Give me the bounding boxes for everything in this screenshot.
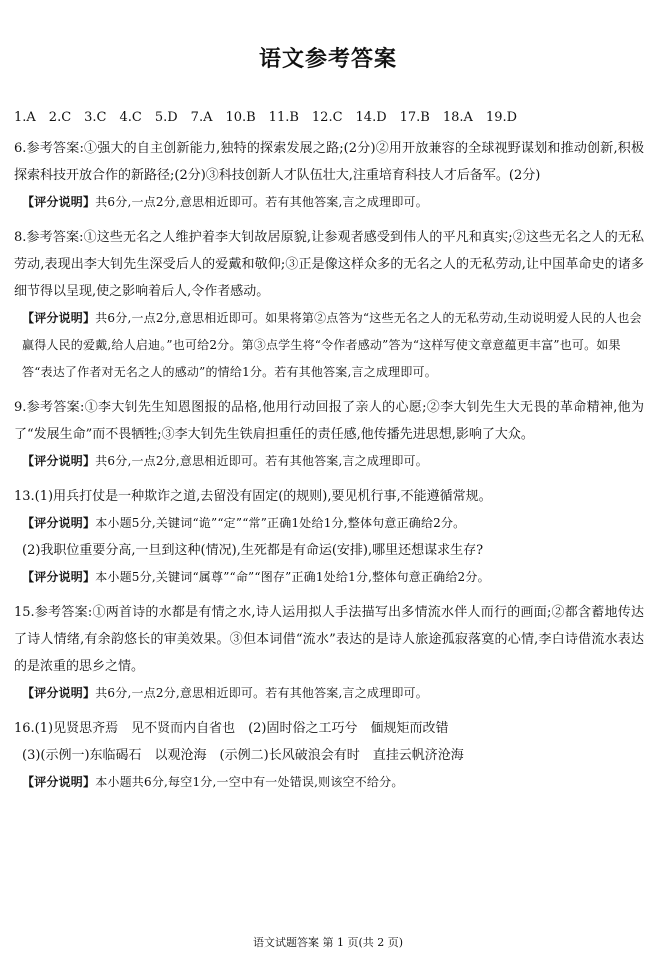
grading-label: 【评分说明】 bbox=[22, 454, 96, 468]
q13-grading-note-2 bbox=[22, 564, 644, 591]
grading-label: 【评分说明】 bbox=[22, 195, 96, 209]
q6-grading-note bbox=[22, 189, 644, 216]
page-title: 语文参考答案 bbox=[258, 46, 397, 72]
grading-label: 【评分说明】 bbox=[22, 686, 96, 700]
q13-grading-note-1 bbox=[22, 510, 644, 537]
grading-label: 【评分说明】 bbox=[22, 570, 96, 584]
q8-answer: 8.参考答案:①这些无名之人维护着李大钊故居原貌,让参观者感受到伟人的平凡和真实;②这些无名之人的无私劳动,表现出李大钊先生深受后人的爱戴和敬仰;③正是像这样众多的无名之人的无私劳动,让中国革命史的诸多细节得以呈现,使之影响着后人,令作者感动。 bbox=[14, 230, 644, 299]
grading-label: 【评分说明】 bbox=[22, 311, 96, 325]
grading-text: 本小题5分,关键词“属尊”“命”“图存”正确1处给1分,整体句意正确给2分。 bbox=[95, 570, 490, 584]
grading-text: 本小题5分,关键词“诡”“定”“常”正确1处给1分,整体句意正确给2分。 bbox=[95, 516, 466, 530]
q8-grading-note bbox=[22, 305, 644, 386]
grading-text: 共6分,一点2分,意思相近即可。若有其他答案,言之成理即可。 bbox=[95, 454, 428, 468]
q16-line1: 16.(1)见贤思齐焉 见不贤而内自省也 (2)固时俗之工巧兮 偭规矩而改错 bbox=[14, 721, 449, 736]
q9-answer: 9.参考答案:①李大钊先生知恩图报的品格,他用行动回报了亲人的心愿;②李大钊先生大无畏的革命精神,他为了“发展生命”而不畏牺牲;③李大钊先生铁肩担重任的责任感,他传播先进思想,影响了大众。 bbox=[14, 400, 644, 442]
q16-grading-note bbox=[22, 769, 644, 796]
page-footer: 语文试题答案 第 1 页(共 2 页) bbox=[252, 936, 404, 949]
q13-part1: 13.(1)用兵打仗是一种欺诈之道,去留没有固定(的规则),要见机行事,不能遵循常规。 bbox=[14, 489, 492, 504]
q16-line2: (3)(示例一)东临碣石 以观沧海 (示例二)长风破浪会有时 直挂云帆济沧海 bbox=[22, 748, 464, 763]
q6-answer: 6.参考答案:①强大的自主创新能力,独特的探索发展之路;(2分)②用开放兼容的全球视野谋划和推动创新,积极探索科技开放合作的新路径;(2分)③科技创新人才队伍壮大,注重培育科技人才后备军。(2分) bbox=[14, 141, 644, 183]
q9-grading-note bbox=[22, 448, 644, 475]
grading-text: 共6分,一点2分,意思相近即可。如果将第②点答为“这些无名之人的无私劳动,生动说明爱人民的人也会赢得人民的爱戴,给人启迪。”也可给2分。第③点学生将“令作者感动”答为“这样写使文章意蕴更丰富”也可。如果答“表达了作者对无名之人的感动”的情给1分。若有其他答案,言之成理即可。 bbox=[22, 311, 642, 379]
grading-text: 共6分,一点2分,意思相近即可。若有其他答案,言之成理即可。 bbox=[95, 195, 428, 209]
q15-grading-note bbox=[22, 680, 644, 707]
grading-label: 【评分说明】 bbox=[22, 516, 96, 530]
grading-text: 本小题共6分,每空1分,一空中有一处错误,则该空不给分。 bbox=[95, 775, 404, 789]
q15-answer: 15.参考答案:①两首诗的水都是有情之水,诗人运用拟人手法描写出多情流水伴人而行的画面;②都含蓄地传达了诗人情绪,有余韵悠长的审美效果。③但本词借“流水”表达的是诗人旅途孤寂落寞的心情,李白诗借流水表达的是浓重的思乡之情。 bbox=[14, 605, 644, 674]
answer-content bbox=[14, 104, 644, 796]
q13-part2: (2)我职位重要分高,一旦到这种(情况),生死都是有命运(安排),哪里还想谋求生存? bbox=[22, 543, 484, 558]
grading-text: 共6分,一点2分,意思相近即可。若有其他答案,言之成理即可。 bbox=[95, 686, 428, 700]
grading-label: 【评分说明】 bbox=[22, 775, 96, 789]
multiple-choice-answers: 1.A 2.C 3.C 4.C 5.D 7.A 10.B 11.B 12.C 14.D 17.B 18.A 19.D bbox=[14, 110, 518, 125]
